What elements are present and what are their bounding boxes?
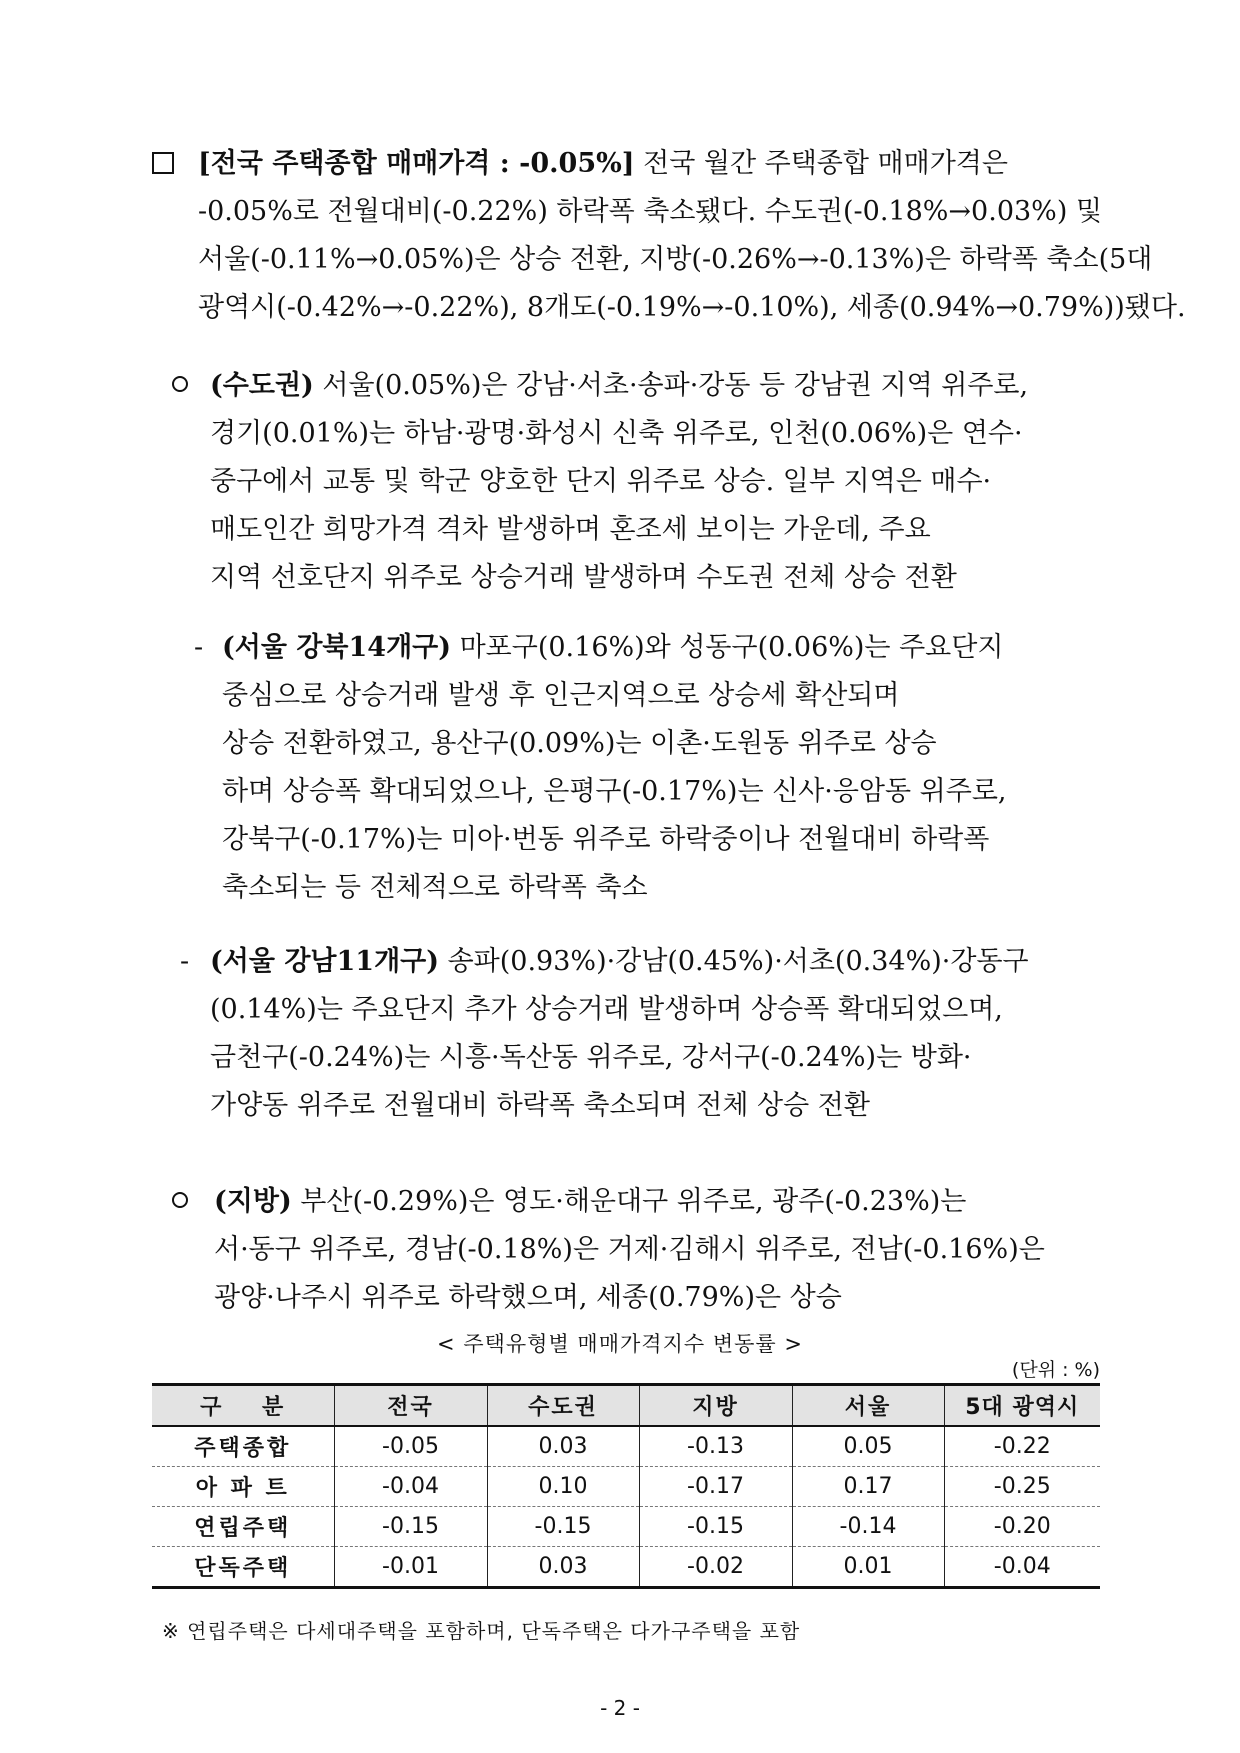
gangbuk-line-3: 상승 전환하였고, 용산구(0.09%)는 이촌·도원동 위주로 상승 xyxy=(222,728,937,759)
table-cell: -0.13 xyxy=(639,1426,792,1467)
gangbuk-line-4: 하며 상승폭 확대되었으나, 은평구(-0.17%)는 신사·응암동 위주로, xyxy=(222,776,1007,807)
capital-paragraph xyxy=(210,362,1090,602)
lead-first-line-text: 전국 월간 주택종합 매매가격은 xyxy=(634,148,1008,179)
table-cell: 0.17 xyxy=(792,1467,944,1507)
gangbuk-line-2: 중심으로 상승거래 발생 후 인근지역으로 상승세 확산되며 xyxy=(222,680,900,711)
row-label: 연립주택 xyxy=(194,1516,292,1541)
capital-first-line xyxy=(210,362,1090,410)
price-change-table xyxy=(152,1383,1100,1589)
capital-line-3: 중구에서 교통 및 학군 양호한 단지 위주로 상승. 일부 지역은 매수· xyxy=(210,466,992,497)
table-row xyxy=(152,1426,1100,1467)
gangbuk-heading: (서울 강북14개구) xyxy=(222,632,452,663)
circle-bullet-icon xyxy=(172,1192,188,1208)
lead-paragraph xyxy=(198,140,1186,332)
gangnam-paragraph xyxy=(210,938,1090,1130)
table-cell: -0.15 xyxy=(639,1507,792,1547)
table-row xyxy=(152,1467,1100,1507)
lead-line-4: 광역시(-0.42%→-0.22%), 8개도(-0.19%→-0.10%), 세종(0.94%→0.79%))됐다. xyxy=(198,292,1186,323)
table-cell: -0.22 xyxy=(944,1426,1100,1467)
table-cell: -0.20 xyxy=(944,1507,1100,1547)
table-cell: 0.05 xyxy=(792,1426,944,1467)
regions-line-2: 서·동구 위주로, 경남(-0.18%)은 거제·김해시 위주로, 전남(-0.16%)은 xyxy=(214,1234,1045,1265)
capital-first-line-text: 서울(0.05%)은 강남·서초·송파·강동 등 강남권 지역 위주로, xyxy=(313,370,1029,401)
gangbuk-line-5: 강북구(-0.17%)는 미아·번동 위주로 하락중이나 전월대비 하락폭 xyxy=(222,824,990,855)
table-row xyxy=(152,1547,1100,1588)
gangbuk-first-line-text: 마포구(0.16%)와 성동구(0.06%)는 주요단지 xyxy=(451,632,1004,663)
table-row xyxy=(152,1507,1100,1547)
gangnam-line-4: 가양동 위주로 전월대비 하락폭 축소되며 전체 상승 전환 xyxy=(210,1090,870,1121)
unit-note: (단위 : %) xyxy=(1011,1359,1100,1381)
table-header-cell: 5대 광역시 xyxy=(944,1385,1100,1427)
row-label: 단독주택 xyxy=(194,1556,292,1581)
gangnam-line-2: (0.14%)는 주요단지 추가 상승거래 발생하며 상승폭 확대되었으며, xyxy=(210,994,1003,1025)
dash-bullet: - xyxy=(194,632,204,663)
table-header-cell: 전국 xyxy=(334,1385,487,1427)
circle-bullet-icon xyxy=(172,376,188,392)
lead-first-line xyxy=(198,140,1101,188)
table-cell: 0.03 xyxy=(487,1547,639,1588)
table-header-cell: 서울 xyxy=(792,1385,944,1427)
table-cell: -0.25 xyxy=(944,1467,1100,1507)
table-cell: -0.04 xyxy=(944,1547,1100,1588)
table-cell: -0.04 xyxy=(334,1467,487,1507)
regions-first-line xyxy=(214,1178,1090,1226)
gangbuk-paragraph xyxy=(222,624,1090,912)
table-header-row xyxy=(152,1385,1100,1427)
regions-first-line-text: 부산(-0.29%)은 영도·해운대구 위주로, 광주(-0.23%)는 xyxy=(291,1186,967,1217)
gangnam-heading: (서울 강남11개구) xyxy=(210,946,440,977)
regions-paragraph xyxy=(214,1178,1090,1322)
table-cell: -0.17 xyxy=(639,1467,792,1507)
lead-heading: [전국 주택종합 매매가격 : -0.05%] xyxy=(198,148,635,179)
table-cell: -0.14 xyxy=(792,1507,944,1547)
table-cell: -0.01 xyxy=(334,1547,487,1588)
capital-line-4: 매도인간 희망가격 격차 발생하며 혼조세 보이는 가운데, 주요 xyxy=(210,514,931,545)
row-label: 주택종합 xyxy=(194,1436,292,1461)
gangnam-first-line-text: 송파(0.93%)·강남(0.45%)·서초(0.34%)·강동구 xyxy=(439,946,1029,977)
table-header-cell: 지방 xyxy=(639,1385,792,1427)
table-cell: 0.10 xyxy=(487,1467,639,1507)
table-cell: -0.15 xyxy=(334,1507,487,1547)
capital-heading: (수도권) xyxy=(210,370,314,401)
dash-bullet: - xyxy=(180,946,190,977)
square-bullet-icon xyxy=(152,152,174,174)
table-cell: -0.15 xyxy=(487,1507,639,1547)
lead-line-2: -0.05%로 전월대비(-0.22%) 하락폭 축소됐다. 수도권(-0.18%→0.03%) 및 xyxy=(198,196,1103,227)
table-header-cell: 구 분 xyxy=(200,1395,286,1420)
lead-line-3: 서울(-0.11%→0.05%)은 상승 전환, 지방(-0.26%→-0.13%)은 하락폭 축소(5대 xyxy=(198,244,1153,275)
gangbuk-first-line xyxy=(222,624,1090,672)
table-caption: < 주택유형별 매매가격지수 변동률 > xyxy=(437,1332,803,1356)
page-number: - 2 - xyxy=(600,1696,640,1720)
gangbuk-line-6: 축소되는 등 전체적으로 하락폭 축소 xyxy=(222,872,648,903)
table-header-cell: 수도권 xyxy=(487,1385,639,1427)
gangnam-line-3: 금천구(-0.24%)는 시흥·독산동 위주로, 강서구(-0.24%)는 방화· xyxy=(210,1042,972,1073)
table-cell: -0.02 xyxy=(639,1547,792,1588)
table-cell: 0.03 xyxy=(487,1426,639,1467)
regions-heading: (지방) xyxy=(214,1186,292,1217)
table-cell: -0.05 xyxy=(334,1426,487,1467)
regions-line-3: 광양·나주시 위주로 하락했으며, 세종(0.79%)은 상승 xyxy=(214,1282,842,1313)
capital-line-5: 지역 선호단지 위주로 상승거래 발생하며 수도권 전체 상승 전환 xyxy=(210,562,957,593)
row-label: 아 파 트 xyxy=(195,1476,290,1501)
table-cell: 0.01 xyxy=(792,1547,944,1588)
footnote: ※ 연립주택은 다세대주택을 포함하며, 단독주택은 다가구주택을 포함 xyxy=(162,1619,801,1643)
gangnam-first-line xyxy=(210,938,1090,986)
capital-line-2: 경기(0.01%)는 하남·광명·화성시 신축 위주로, 인천(0.06%)은 연수· xyxy=(210,418,1023,449)
